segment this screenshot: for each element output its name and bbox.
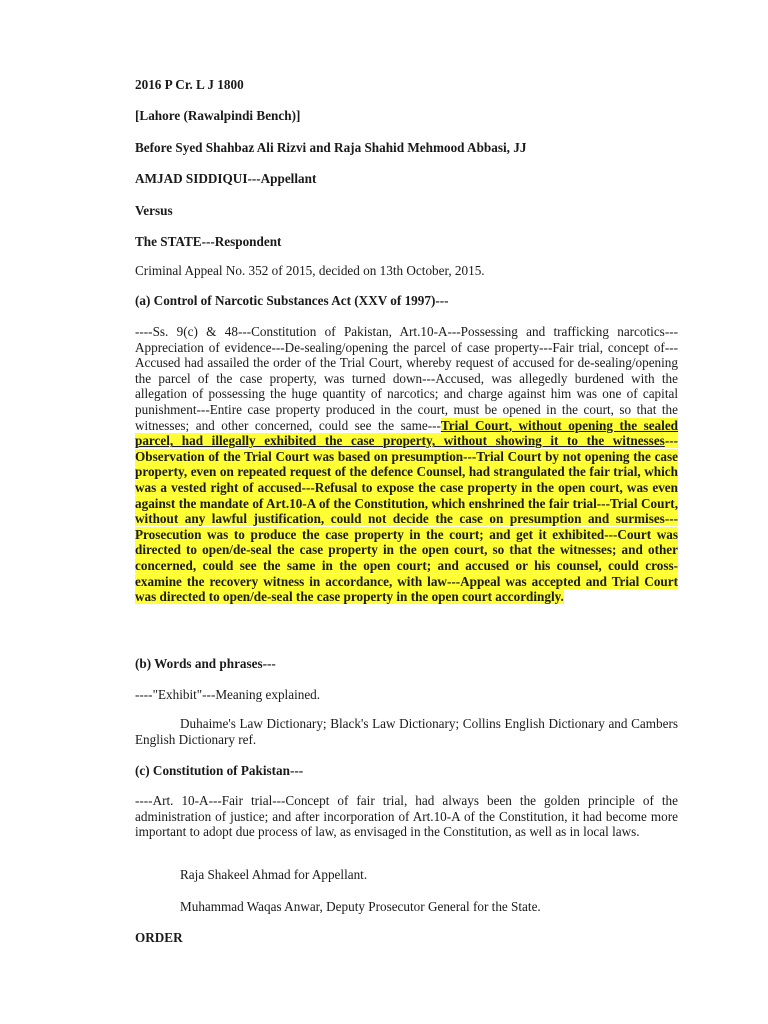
counsel-appellant: Raja Shakeel Ahmad for Appellant. xyxy=(180,867,368,882)
respondent: The STATE---Respondent xyxy=(135,234,282,249)
section-c-heading: (c) Constitution of Pakistan--- xyxy=(135,763,304,778)
counsel-state: Muhammad Waqas Anwar, Deputy Prosecutor General for the State. xyxy=(180,899,541,914)
section-a-heading: (a) Control of Narcotic Substances Act (XXV of 1997)--- xyxy=(135,293,449,308)
order-heading: ORDER xyxy=(135,930,183,945)
section-a-text: ----Ss. 9(c) & 48---Constitution of Pakistan, Art.10-A---Possessing and trafficking narcotics---Appreciation of evidence---De-sealing/opening the parcel of case property---Fair trial, concept of---Accused had assailed the order of the Trial Court, whereby request of accused for de-sealing/opening the parcel of the case property, was turned down---Accused, was allegedly burdened with the allegation of possessing the huge quantity of narcotics; and charge against him was one of capital punishment---Entire case property produced in the court, must be opened in the court, so that the witnesses; and other concerned, could see the same--- xyxy=(135,324,678,433)
section-b-reference: Duhaime's Law Dictionary; Black's Law Dictionary; Collins English Dictionary and Cambers English Dictionary ref. xyxy=(135,716,678,747)
citation: 2016 P Cr. L J 1800 xyxy=(135,77,244,92)
case-info: Criminal Appeal No. 352 of 2015, decided on 13th October, 2015. xyxy=(135,263,485,278)
section-c-text: ----Art. 10-A---Fair trial---Concept of fair trial, had always been the golden principle of the administration of justice; and after incorporation of Art.10-A of the Constitution, it had become more important to adopt due process of law, as envisaged in the Constitution, as well as in local laws. xyxy=(135,793,678,840)
section-a-highlight: ---Observation of the Trial Court was based on presumption---Trial Court by not opening the case property, even on repeated request of the defence Counsel, had strangulated the fair trial, which was a vested right of accused---Refusal to expose the case property in the open court, was even against the mandate of Art.10-A of the Constitution, which enshrined the fair trial---Trial Court, without any lawful justification, could not decide the case on presumption and surmises---Prosecution was to produce the case property in the court; and get it exhibited---Court was directed to open/de-seal the case property in the open court, so that the witnesses; and other concerned, could see the same in the open court; and accused or his counsel, could cross-examine the recovery witness in accordance, with law---Appeal was accepted and Trial Court was directed to open/de-seal the case property in the open court accordingly. xyxy=(135,433,678,605)
versus: Versus xyxy=(135,203,173,218)
bench: Before Syed Shahbaz Ali Rizvi and Raja Shahid Mehmood Abbasi, JJ xyxy=(135,140,527,155)
section-a-body xyxy=(135,324,678,605)
court-name: [Lahore (Rawalpindi Bench)] xyxy=(135,108,301,123)
section-b-text: ----"Exhibit"---Meaning explained. xyxy=(135,687,321,702)
section-b-heading: (b) Words and phrases--- xyxy=(135,656,276,671)
appellant: AMJAD SIDDIQUI---Appellant xyxy=(135,171,317,186)
section-a-highlight-underlined: Trial Court, without opening the sealed parcel, had illegally exhibited the case property, without showing it to the witnesses xyxy=(135,417,679,449)
